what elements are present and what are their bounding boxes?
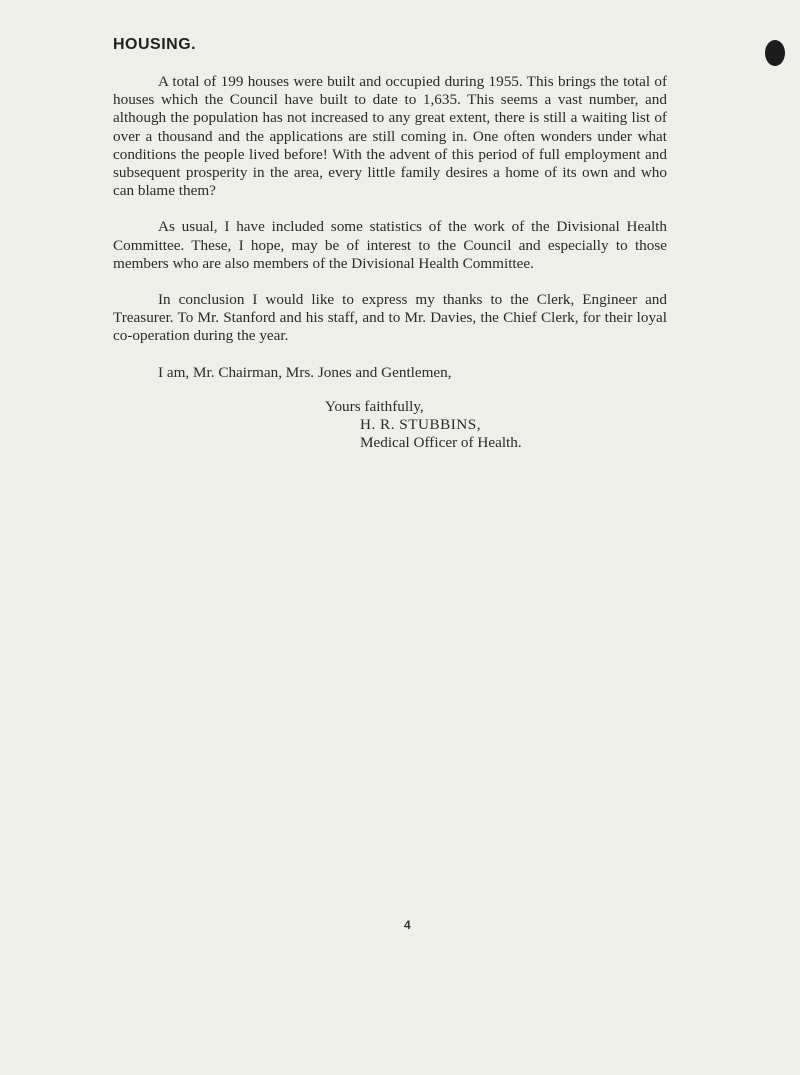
paragraph-thanks: In conclusion I would like to express my thanks to the Clerk, Engineer and Treasurer. To Mr. Stanford and his staff, and to Mr. Davies, the Chief Clerk, for their loyal co-operation during the year. [113, 291, 667, 345]
closing-line: Yours faithfully, [325, 397, 424, 415]
page-number: 4 [404, 918, 411, 932]
signatory-name: H. R. STUBBINS, [360, 416, 482, 434]
section-heading: HOUSING. [113, 36, 197, 53]
paragraph-statistics: As usual, I have included some statistics of the work of the Divisional Health Committee. These, I hope, may be of interest to the Council and especially to those members who are also members of the Divisional Health Committee. [113, 218, 667, 272]
binder-hole-icon [765, 40, 785, 66]
signoff-block [113, 398, 667, 453]
letter-body [113, 73, 667, 452]
paragraph-housing: A total of 199 houses were built and occupied during 1955. This brings the total of houses which the Council have built to date to 1,635. This seems a vast number, and although the population has not increased to any great extent, there is still a waiting list of over a thousand and the applications are still coming in. One often wonders under what conditions the people lived before! With the advent of this period of full employment and subsequent prosperity in the area, every little family desires a home of its own and who can blame them? [113, 73, 667, 200]
signatory-title: Medical Officer of Health. [360, 434, 522, 452]
salutation: I am, Mr. Chairman, Mrs. Jones and Gentlemen, [158, 363, 452, 381]
